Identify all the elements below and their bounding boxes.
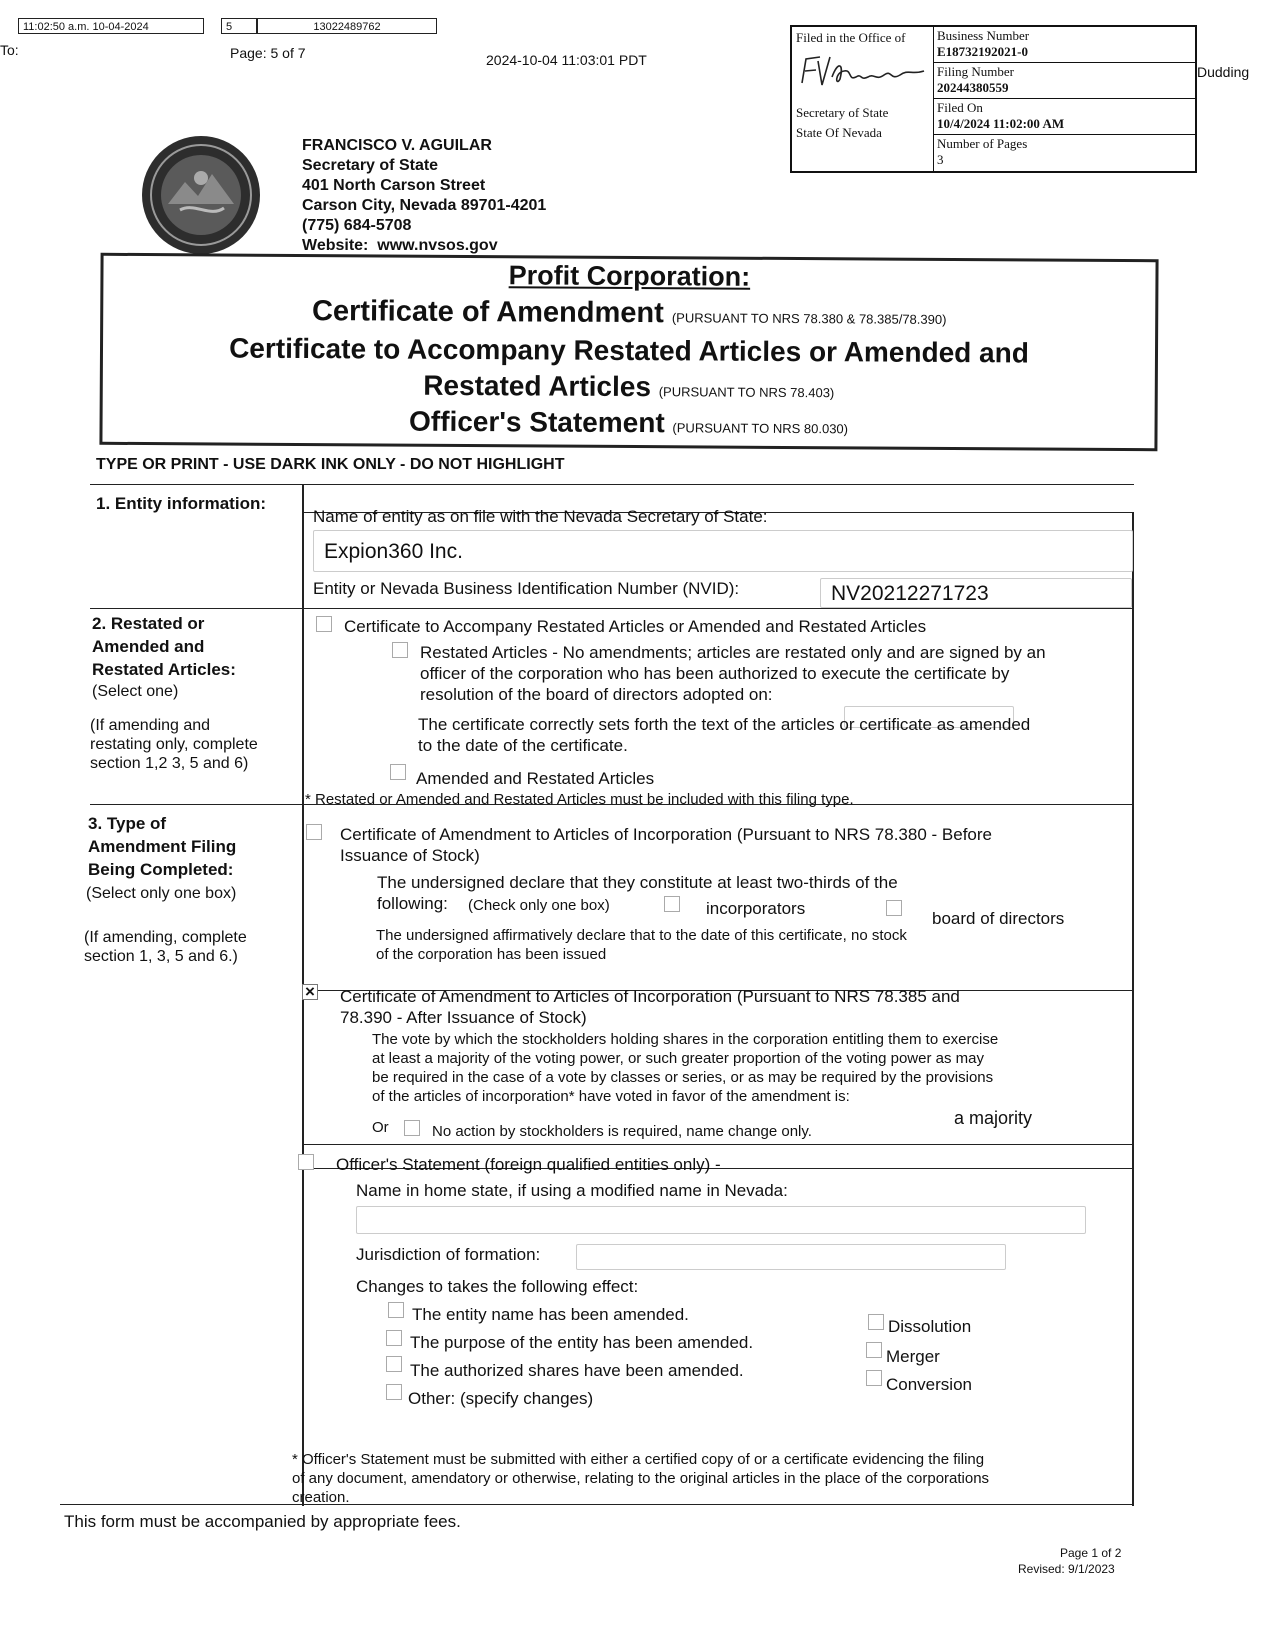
officer-note-line: of any document, amendatory or otherwise, relating to the original articles in the place of the corporations [292, 1470, 990, 1487]
secretary-name: FRANCISCO V. AGUILAR [302, 137, 492, 154]
change-checkbox[interactable] [386, 1330, 402, 1346]
fax-to-label: To: [0, 42, 19, 58]
section-2-label-line: 2. Restated or [92, 614, 205, 633]
vote-text-line: The vote by which the stockholders holding shares in the corporation entitling them to exercise [372, 1031, 999, 1048]
conversion-checkbox[interactable] [866, 1370, 882, 1386]
officer-note-line: * Officer's Statement must be submitted with either a certified copy of or a certificate evidencing the filing [292, 1451, 985, 1468]
title-line-4: Restated Articles [423, 369, 652, 403]
or-label: Or [372, 1119, 389, 1136]
title-line-2: Certificate of Amendment [311, 295, 664, 330]
board-checkbox[interactable] [886, 900, 902, 916]
restated-cert-option: Certificate to Accompany Restated Articles or Amended and Restated Articles [344, 617, 927, 636]
title-line-5-note: (PURSUANT TO NRS 80.030) [672, 420, 849, 437]
no-action-label: No action by stockholders is required, name change only. [432, 1123, 812, 1140]
fees-notice: This form must be accompanied by appropriate fees. [64, 1512, 461, 1531]
jurisdiction-field[interactable] [576, 1244, 1006, 1270]
fax-recipient: Dudding [1197, 64, 1250, 80]
pages-count: 3 [937, 152, 944, 167]
revised-date: Revised: 9/1/2023 [1018, 1562, 1115, 1576]
section-1-label: 1. Entity information: [96, 494, 266, 513]
office-city: Carson City, Nevada 89701-4201 [302, 197, 547, 214]
restated-cert-checkbox[interactable] [316, 616, 332, 632]
check-one-note: (Check only one box) [468, 897, 610, 914]
amended-restated-checkbox[interactable] [390, 764, 406, 780]
office-street: 401 North Carson Street [302, 177, 486, 194]
section-3-note-line: section 1, 3, 5 and 6.) [84, 948, 238, 965]
restated-articles-line: Restated Articles - No amendments; articles are restated only and are signed by an [420, 643, 1046, 662]
dissolution-checkbox[interactable] [868, 1314, 884, 1330]
filed-state: State Of Nevada [796, 125, 882, 140]
filing-number: 20244380559 [937, 80, 1009, 95]
change-entity-name: The entity name has been amended. [412, 1305, 689, 1324]
change-purpose: The purpose of the entity has been amended. [410, 1333, 754, 1352]
dissolution-label: Dissolution [888, 1317, 972, 1336]
no-action-checkbox[interactable] [404, 1120, 420, 1136]
change-checkbox[interactable] [386, 1356, 402, 1372]
state-seal-icon [140, 134, 262, 256]
nvid-label: Entity or Nevada Business Identification Number (NVID): [313, 579, 740, 598]
vote-text-line: at least a majority of the voting power, or such greater proportion of the voting power as may [372, 1050, 984, 1067]
change-shares: The authorized shares have been amended. [410, 1361, 744, 1380]
entity-name-value: Expion360 Inc. [324, 540, 463, 563]
pages-label: Number of Pages [937, 136, 1028, 151]
vote-value: a majority [954, 1108, 1033, 1128]
section-2-note-line: (If amending and [90, 717, 211, 734]
fax-page-label: Page: 5 of 7 [230, 45, 306, 61]
website-link[interactable]: www.nvsos.gov [377, 237, 498, 254]
section-2-note-line: section 1,2 3, 5 and 6) [90, 755, 249, 772]
filing-stamp [790, 25, 1197, 173]
before-issuance-line: Issuance of Stock) [340, 846, 480, 865]
incorporators-checkbox[interactable] [664, 896, 680, 912]
filing-number-label: Filing Number [937, 64, 1014, 79]
home-name-label: Name in home state, if using a modified name in Nevada: [356, 1181, 788, 1200]
merger-checkbox[interactable] [866, 1342, 882, 1358]
section-2-label-line: Amended and [92, 637, 205, 656]
filed-on: 10/4/2024 11:02:00 AM [937, 116, 1065, 131]
declare-line: The undersigned declare that they constitute at least two-thirds of the [377, 873, 898, 892]
after-issuance-checkbox[interactable]: × [302, 984, 318, 1000]
filed-on-label: Filed On [937, 100, 983, 115]
restated-articles-line: resolution of the board of directors adopted on: [420, 685, 773, 704]
business-number: E18732192021-0 [937, 44, 1028, 59]
vote-text-line: be required in the case of a vote by classes or series, or as may be required by the provisions [372, 1069, 994, 1086]
fax-datetime: 2024-10-04 11:03:01 PDT [486, 52, 647, 68]
fax-page-index: 5 [221, 18, 257, 34]
change-other: Other: (specify changes) [408, 1389, 594, 1408]
jurisdiction-label: Jurisdiction of formation: [356, 1245, 541, 1264]
officer-note-line: creation. [292, 1489, 350, 1506]
affirm-line: of the corporation has been issued [376, 946, 607, 963]
entity-name-field[interactable] [313, 530, 1133, 572]
certificate-text-line: The certificate correctly sets forth the text of the articles or certificate as amended [418, 715, 1031, 734]
form-title-box [99, 253, 1158, 451]
page-number: Page 1 of 2 [1060, 1546, 1122, 1560]
after-issuance-line: 78.390 - After Issuance of Stock) [340, 1008, 587, 1027]
restated-articles-checkbox[interactable] [392, 642, 408, 658]
nvid-field[interactable] [820, 578, 1132, 608]
amended-restated-option: Amended and Restated Articles [416, 769, 655, 788]
home-name-field[interactable] [356, 1206, 1086, 1234]
title-line-2-note: (PURSUANT TO NRS 78.380 & 78.385/78.390) [671, 310, 947, 327]
vote-text-line: of the articles of incorporation* have voted in favor of the amendment is: [372, 1088, 850, 1105]
merger-label: Merger [886, 1347, 940, 1366]
section-3-note-line: (If amending, complete [84, 929, 247, 946]
website-label: Website: [302, 237, 369, 254]
restated-articles-line: officer of the corporation who has been authorized to execute the certificate by [420, 664, 1010, 683]
office-phone: (775) 684-5708 [302, 217, 412, 234]
officer-statement-title: Officer's Statement (foreign qualified entities only) - [336, 1155, 721, 1174]
conversion-label: Conversion [886, 1375, 972, 1394]
section-2-note-line: restating only, complete [90, 736, 258, 753]
board-label: board of directors [932, 909, 1065, 928]
fax-number: 13022489762 [257, 18, 437, 34]
section-2-footnote: * Restated or Amended and Restated Articles must be included with this filing type. [305, 791, 854, 808]
signature-image [796, 51, 931, 93]
secretary-title: Secretary of State [302, 157, 439, 174]
filed-secretary: Secretary of State [796, 105, 889, 120]
business-number-label: Business Number [937, 28, 1030, 43]
title-line-4-note: (PURSUANT TO NRS 78.403) [658, 384, 835, 401]
fax-timestamp: 11:02:50 a.m. 10-04-2024 [18, 18, 204, 34]
section-2-label-line: Restated Articles: [92, 660, 236, 679]
title-line-5: Officer's Statement [408, 405, 665, 439]
change-checkbox[interactable] [386, 1384, 402, 1400]
affirm-line: The undersigned affirmatively declare that to the date of this certificate, no stock [376, 927, 907, 944]
before-issuance-line: Certificate of Amendment to Articles of Incorporation (Pursuant to NRS 78.380 - Before [340, 825, 992, 844]
section-2-select: (Select one) [92, 683, 179, 700]
title-line-1: Profit Corporation: [508, 260, 751, 292]
officer-statement-checkbox[interactable] [298, 1154, 314, 1170]
section-3-label-line: Being Completed: [88, 860, 234, 879]
section-3-label-line: 3. Type of [88, 814, 167, 833]
declare-line: following: [377, 894, 448, 913]
change-checkbox[interactable] [388, 1302, 404, 1318]
incorporators-label: incorporators [706, 899, 806, 918]
certificate-text-line: to the date of the certificate. [418, 736, 628, 755]
title-line-3: Certificate to Accompany Restated Articles or Amended and [229, 332, 1029, 369]
section-3-select: (Select only one box) [86, 885, 237, 902]
after-issuance-line: Certificate of Amendment to Articles of Incorporation (Pursuant to NRS 78.385 and [340, 987, 960, 1006]
section-3-label-line: Amendment Filing [88, 837, 237, 856]
before-issuance-checkbox[interactable] [306, 824, 322, 840]
nvid-value: NV20212271723 [831, 582, 989, 605]
entity-name-label: Name of entity as on file with the Nevada Secretary of State: [313, 507, 768, 526]
changes-label: Changes to takes the following effect: [356, 1277, 639, 1296]
instruction-text: TYPE OR PRINT - USE DARK INK ONLY - DO NOT HIGHLIGHT [96, 456, 565, 473]
filed-office-label: Filed in the Office of [796, 30, 906, 45]
